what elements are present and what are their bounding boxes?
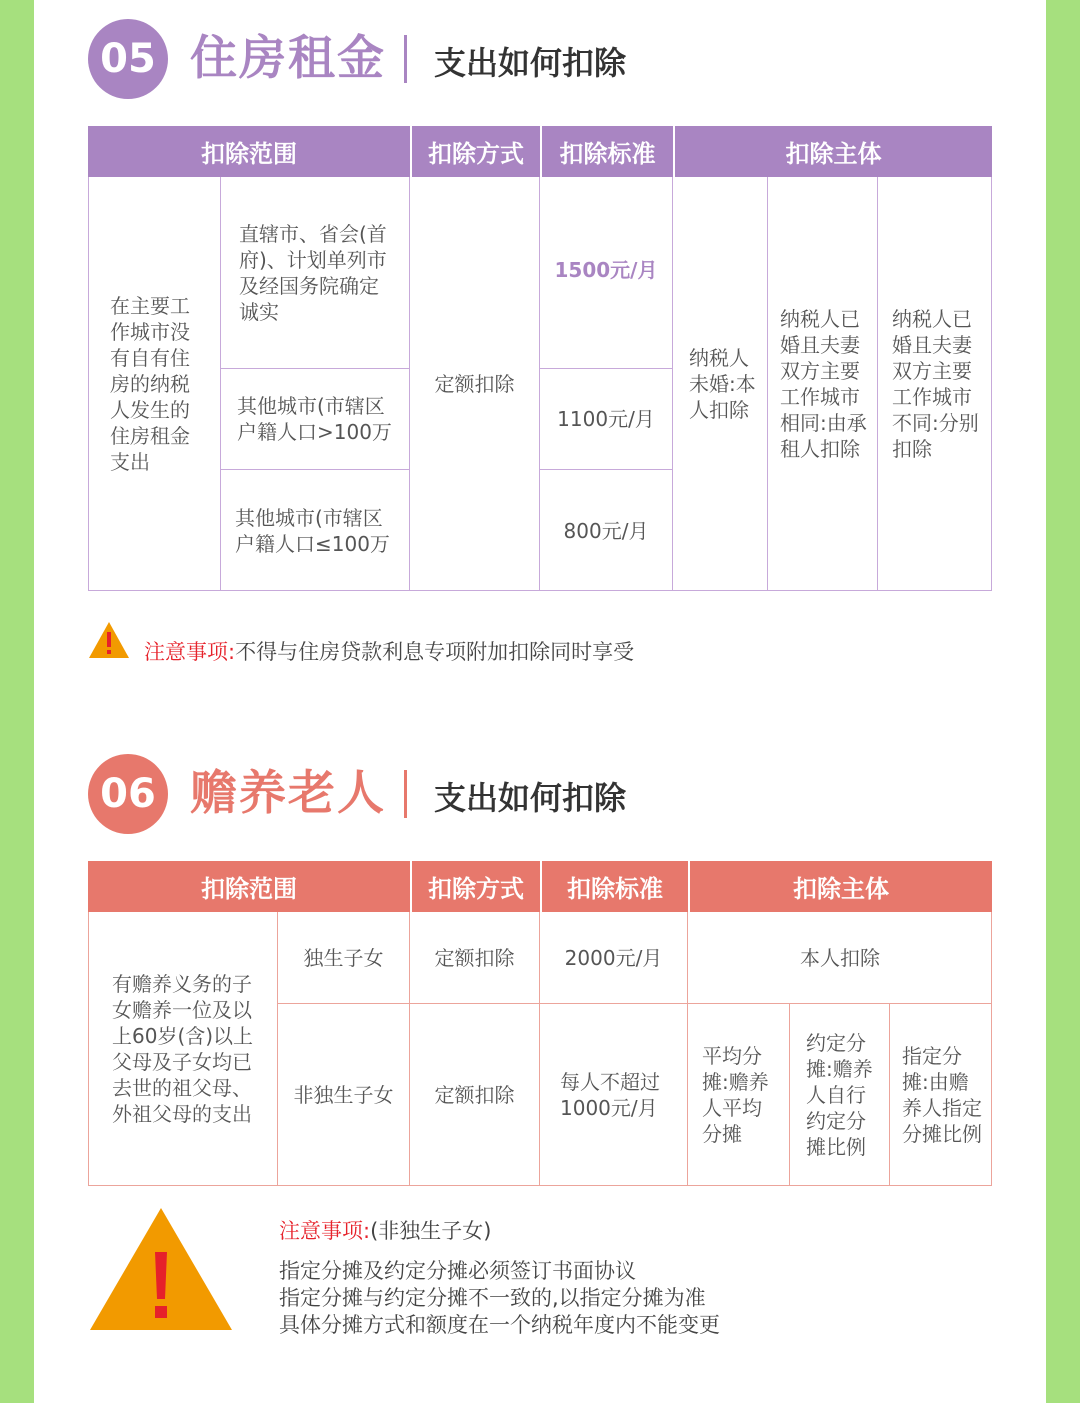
- header-standard: 扣除标准: [540, 126, 673, 177]
- section-title: 赡养老人: [190, 766, 386, 821]
- title-divider: [404, 35, 407, 83]
- subject-single-text: 纳税人未婚:本人扣除: [689, 346, 756, 422]
- header-method: 扣除方式: [410, 861, 540, 912]
- subject-married-diff-city-text: 纳税人已婚且夫妻双方主要工作城市不同:分别扣除: [892, 307, 979, 461]
- method-only-child-text: 定额扣除: [434, 945, 515, 970]
- header-scope: 扣除范围: [201, 140, 297, 168]
- note-label: 注意事项:: [279, 1219, 371, 1243]
- note-text: 不得与住房贷款利息专项附加扣除同时享受: [235, 640, 635, 664]
- header-subject: 扣除主体: [673, 126, 992, 177]
- method-text: 定额扣除: [434, 372, 515, 396]
- standard-non-only-child: [540, 1004, 688, 1186]
- section-05-header: [88, 19, 688, 99]
- title-divider: [404, 770, 407, 818]
- header-standard: 扣除标准: [540, 861, 688, 912]
- subject-designated-split-text: 指定分摊:由赡养人指定分摊比例: [902, 1044, 982, 1146]
- standard-tier-3: [540, 470, 673, 591]
- scope-cell: [88, 177, 221, 591]
- city-tier-3: [221, 470, 410, 591]
- header-method: 扣除方式: [410, 126, 540, 177]
- note-paren: (非独生子女): [370, 1219, 492, 1243]
- section-subtitle: 支出如何扣除: [434, 44, 627, 82]
- header-subject: 扣除主体: [688, 861, 992, 912]
- section-06-header: [88, 754, 688, 834]
- non-only-child-cell: [278, 1004, 410, 1186]
- subject-agreed-split: [790, 1004, 890, 1186]
- warning-triangle-icon: [88, 621, 130, 659]
- subject-agreed-split-text: 约定分摊:赡养人自行约定分摊比例: [806, 1031, 873, 1159]
- scope-text: 有赡养义务的子女赡养一位及以上60岁(含)以上父母及子女均已去世的祖父母、外祖父母的支出: [112, 972, 254, 1126]
- only-child-text: 独生子女: [303, 945, 384, 970]
- subject-designated-split: [890, 1004, 992, 1186]
- header-scope: 扣除范围: [201, 875, 297, 903]
- standard-non-only-child-text: 每人不超过1000元/月: [560, 1070, 660, 1120]
- scope-cell: [88, 912, 278, 1186]
- subject-equal-split-text: 平均分摊:赡养人平均分摊: [702, 1044, 769, 1146]
- method-non-only-child-text: 定额扣除: [434, 1083, 515, 1107]
- standard-tier-2: [540, 369, 673, 470]
- subject-only-child-text: 本人扣除: [800, 945, 880, 970]
- standard-only-child-text: 2000元/月: [564, 945, 663, 970]
- section-title: 住房租金: [190, 31, 386, 86]
- subject-married-diff-city: [878, 177, 992, 591]
- note-line: 指定分摊及约定分摊必须签订书面协议: [279, 1259, 636, 1283]
- standard-only-child: [540, 912, 688, 1004]
- method-cell: [410, 177, 540, 591]
- method-only-child: [410, 912, 540, 1004]
- section-06-note-lines: [279, 1258, 720, 1339]
- housing-rent-table: [88, 126, 992, 591]
- subject-equal-split: [688, 1004, 790, 1186]
- subject-married-same-city: [768, 177, 878, 591]
- subject-single: [673, 177, 768, 591]
- method-non-only-child: [410, 1004, 540, 1186]
- note-line: 具体分摊方式和额度在一个纳税年度内不能变更: [279, 1313, 720, 1337]
- subject-married-same-city-text: 纳税人已婚且夫妻双方主要工作城市相同:由承租人扣除: [780, 307, 867, 461]
- section-subtitle: 支出如何扣除: [434, 779, 627, 817]
- city-tier-1: [221, 177, 410, 369]
- note-label: 注意事项:: [144, 640, 236, 664]
- only-child-cell: [278, 912, 410, 1004]
- standard-tier-2-text: 1100元/月: [557, 407, 655, 431]
- standard-tier-1-text: 1500元/月: [554, 258, 658, 282]
- city-tier-1-text: 直辖市、省会(首府)、计划单列市及经国务院确定诚实: [239, 221, 387, 324]
- city-tier-2: [221, 369, 410, 470]
- section-number-badge: 05: [88, 19, 168, 99]
- section-05-note: [144, 636, 634, 666]
- city-tier-3-text: 其他城市(市辖区户籍人口≤100万: [235, 505, 390, 556]
- warning-triangle-icon: [88, 1206, 234, 1332]
- section-06-note-title: [279, 1215, 491, 1245]
- note-line: 指定分摊与约定分摊不一致的,以指定分摊为准: [279, 1286, 706, 1310]
- standard-tier-1: [540, 177, 673, 369]
- city-tier-2-text: 其他城市(市辖区户籍人口>100万: [237, 394, 392, 444]
- elderly-support-table: [88, 861, 992, 1186]
- subject-only-child: [688, 912, 992, 1004]
- non-only-child-text: 非独生子女: [293, 1083, 394, 1107]
- section-number-badge: 06: [88, 754, 168, 834]
- standard-tier-3-text: 800元/月: [563, 518, 649, 543]
- scope-text: 在主要工作城市没有自有住房的纳税人发生的住房租金支出: [110, 294, 190, 474]
